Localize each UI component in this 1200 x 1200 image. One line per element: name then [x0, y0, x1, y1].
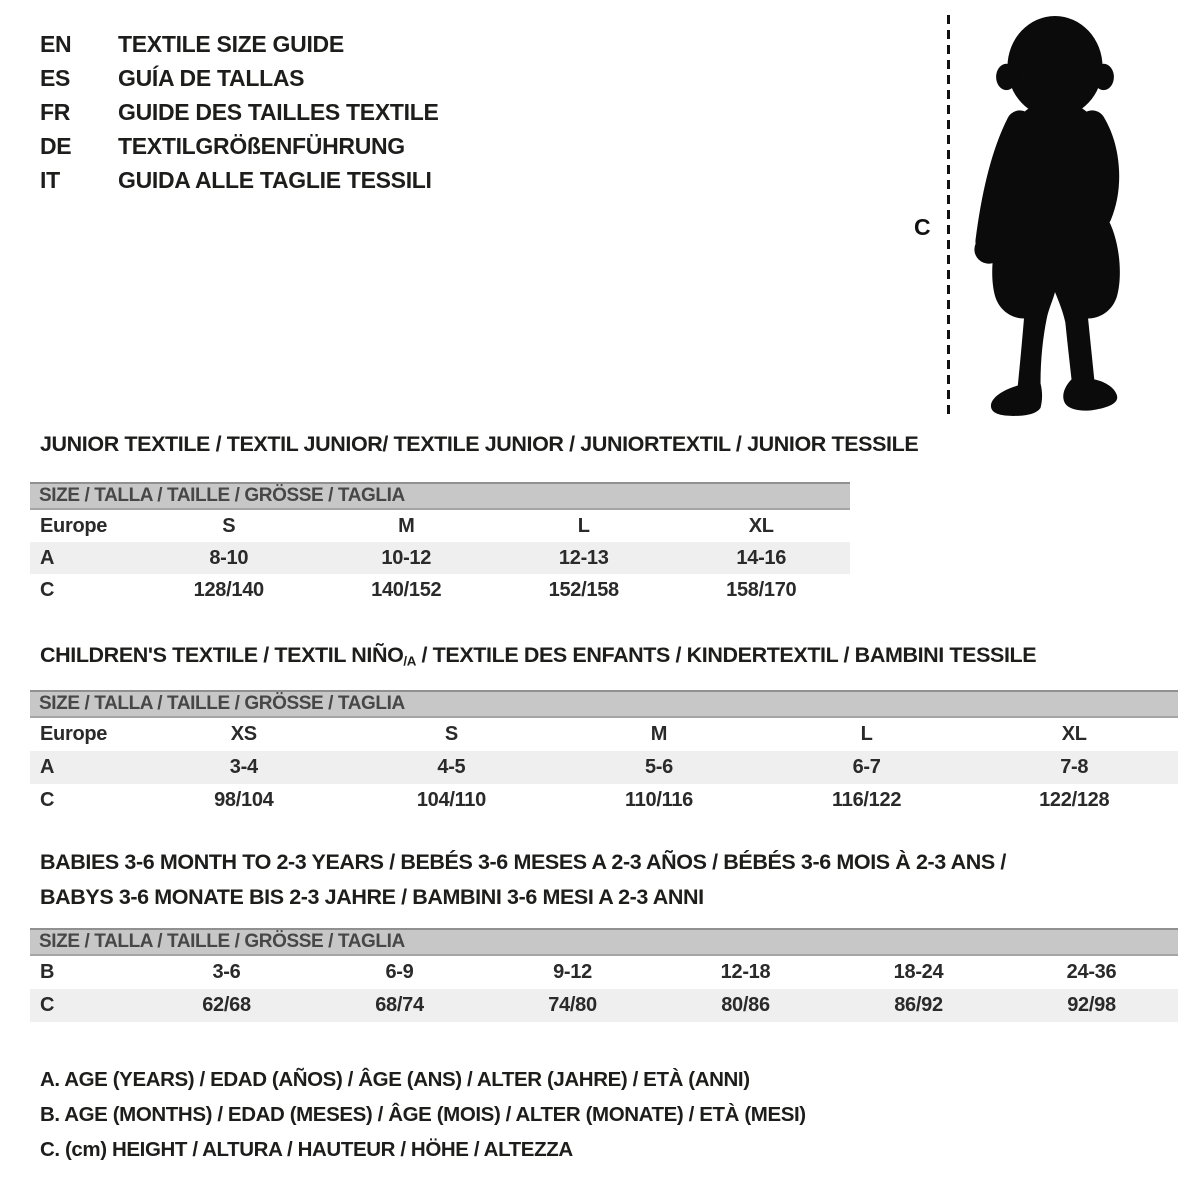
lang-row-en: [40, 27, 439, 61]
table-row-height: [30, 989, 1178, 1022]
size-cell: 110/116: [624, 789, 693, 811]
row-label: C: [40, 994, 55, 1016]
height-label-c: C: [914, 214, 931, 240]
size-cell: M: [650, 723, 668, 745]
table-row-height: [30, 784, 1178, 817]
footnote-c: C. (cm) HEIGHT / ALTURA / HAUTEUR / HÖHE / ALTEZZA: [40, 1138, 573, 1161]
size-cell: 8-10: [209, 546, 249, 569]
size-cell: 128/140: [193, 578, 264, 601]
row-label: B: [40, 961, 55, 983]
size-cell: 6-9: [385, 961, 414, 983]
row-label: C: [40, 789, 55, 811]
size-cell: 3-4: [229, 756, 258, 778]
size-cell: S: [222, 514, 236, 537]
size-cell: 6-7: [852, 756, 881, 778]
table-row-age: [30, 542, 850, 574]
size-cell: 12-18: [720, 961, 771, 983]
size-cell: 62/68: [202, 994, 251, 1016]
size-cell: 5-6: [644, 756, 673, 778]
size-cell: M: [398, 514, 415, 537]
size-cell: 86/92: [894, 994, 943, 1016]
junior-section-title: JUNIOR TEXTILE / TEXTIL JUNIOR/ TEXTILE JUNIOR / JUNIORTEXTIL / JUNIOR TESSILE: [40, 432, 919, 456]
size-cell: 4-5: [437, 756, 466, 778]
junior-size-table: [30, 482, 850, 606]
lang-code: FR: [40, 98, 71, 125]
babies-size-header-bar: SIZE / TALLA / TAILLE / GRÖSSE / TAGLIA: [30, 928, 1178, 956]
lang-label: TEXTILE SIZE GUIDE: [118, 30, 344, 57]
lang-row-fr: [40, 95, 439, 129]
size-cell: 68/74: [375, 994, 424, 1016]
lang-code: ES: [40, 64, 71, 91]
size-cell: 80/86: [721, 994, 770, 1016]
babies-title-line1: BABIES 3-6 MONTH TO 2-3 YEARS / BEBÉS 3-6 MESES A 2-3 AÑOS / BÉBÉS 3-6 MOIS À 2-3 ANS /: [40, 850, 1006, 874]
children-title-text: CHILDREN'S TEXTILE / TEXTIL NIÑO: [40, 643, 404, 667]
toddler-silhouette-icon: [962, 14, 1148, 420]
table-row-europe: [30, 718, 1178, 751]
children-title-sub: /A: [403, 653, 416, 669]
size-cell: 74/80: [548, 994, 597, 1016]
babies-section-title: [40, 845, 1006, 915]
size-cell: 116/122: [832, 789, 902, 811]
table-row-age: [30, 751, 1178, 784]
table-row-europe: [30, 510, 850, 542]
size-cell: S: [444, 723, 458, 745]
size-cell: L: [860, 723, 873, 745]
children-size-table: [30, 690, 1178, 817]
size-cell: 18-24: [893, 961, 944, 983]
junior-size-header-bar: SIZE / TALLA / TAILLE / GRÖSSE / TAGLIA: [30, 482, 850, 510]
row-label: A: [40, 546, 55, 569]
language-header: [40, 27, 439, 197]
lang-label: TEXTILGRÖßENFÜHRUNG: [118, 132, 405, 159]
height-dashed-line: [947, 15, 950, 417]
lang-row-it: [40, 163, 439, 197]
size-cell: 24-36: [1066, 961, 1117, 983]
lang-code: EN: [40, 30, 72, 57]
lang-row-es: [40, 61, 439, 95]
size-cell: 10-12: [381, 546, 432, 569]
size-cell: 12-13: [558, 546, 609, 569]
lang-row-de: [40, 129, 439, 163]
size-cell: 152/158: [548, 578, 619, 601]
row-label: A: [40, 756, 55, 778]
size-cell: 122/128: [1039, 789, 1110, 811]
lang-label: GUIDA ALLE TAGLIE TESSILI: [118, 166, 432, 193]
size-cell: XS: [230, 723, 257, 745]
size-cell: 9-12: [553, 961, 592, 983]
children-title-text: / TEXTILE DES ENFANTS / KINDERTEXTIL / BAMBINI TESSILE: [415, 643, 1037, 667]
size-cell: L: [577, 514, 590, 537]
size-cell: 98/104: [214, 789, 274, 811]
footnotes: [40, 1062, 806, 1167]
size-cell: XL: [1061, 723, 1087, 745]
children-size-header-bar: SIZE / TALLA / TAILLE / GRÖSSE / TAGLIA: [30, 690, 1178, 718]
size-cell: 140/152: [371, 578, 442, 601]
size-cell: 158/170: [726, 578, 797, 601]
children-section-title: [40, 643, 1036, 668]
lang-code: DE: [40, 132, 72, 159]
lang-label: GUÍA DE TALLAS: [118, 64, 305, 91]
size-cell: 3-6: [212, 961, 241, 983]
footnote-b: B. AGE (MONTHS) / EDAD (MESES) / ÂGE (MOIS) / ALTER (MONATE) / ETÀ (MESI): [40, 1103, 806, 1126]
row-label: Europe: [40, 514, 108, 537]
size-cell: 14-16: [736, 546, 787, 569]
size-cell: 92/98: [1067, 994, 1116, 1016]
size-cell: 7-8: [1060, 756, 1089, 778]
lang-label: GUIDE DES TAILLES TEXTILE: [118, 98, 439, 125]
babies-size-table: [30, 928, 1178, 1022]
size-cell: 104/110: [416, 789, 486, 811]
size-cell: XL: [748, 514, 774, 537]
row-label: C: [40, 578, 55, 601]
table-row-age-months: [30, 956, 1178, 989]
footnote-a: A. AGE (YEARS) / EDAD (AÑOS) / ÂGE (ANS) / ALTER (JAHRE) / ETÀ (ANNI): [40, 1068, 750, 1091]
babies-title-line2: BABYS 3-6 MONATE BIS 2-3 JAHRE / BAMBINI 3-6 MESI A 2-3 ANNI: [40, 885, 704, 909]
row-label: Europe: [40, 723, 108, 745]
table-row-height: [30, 574, 850, 606]
lang-code: IT: [40, 166, 60, 193]
